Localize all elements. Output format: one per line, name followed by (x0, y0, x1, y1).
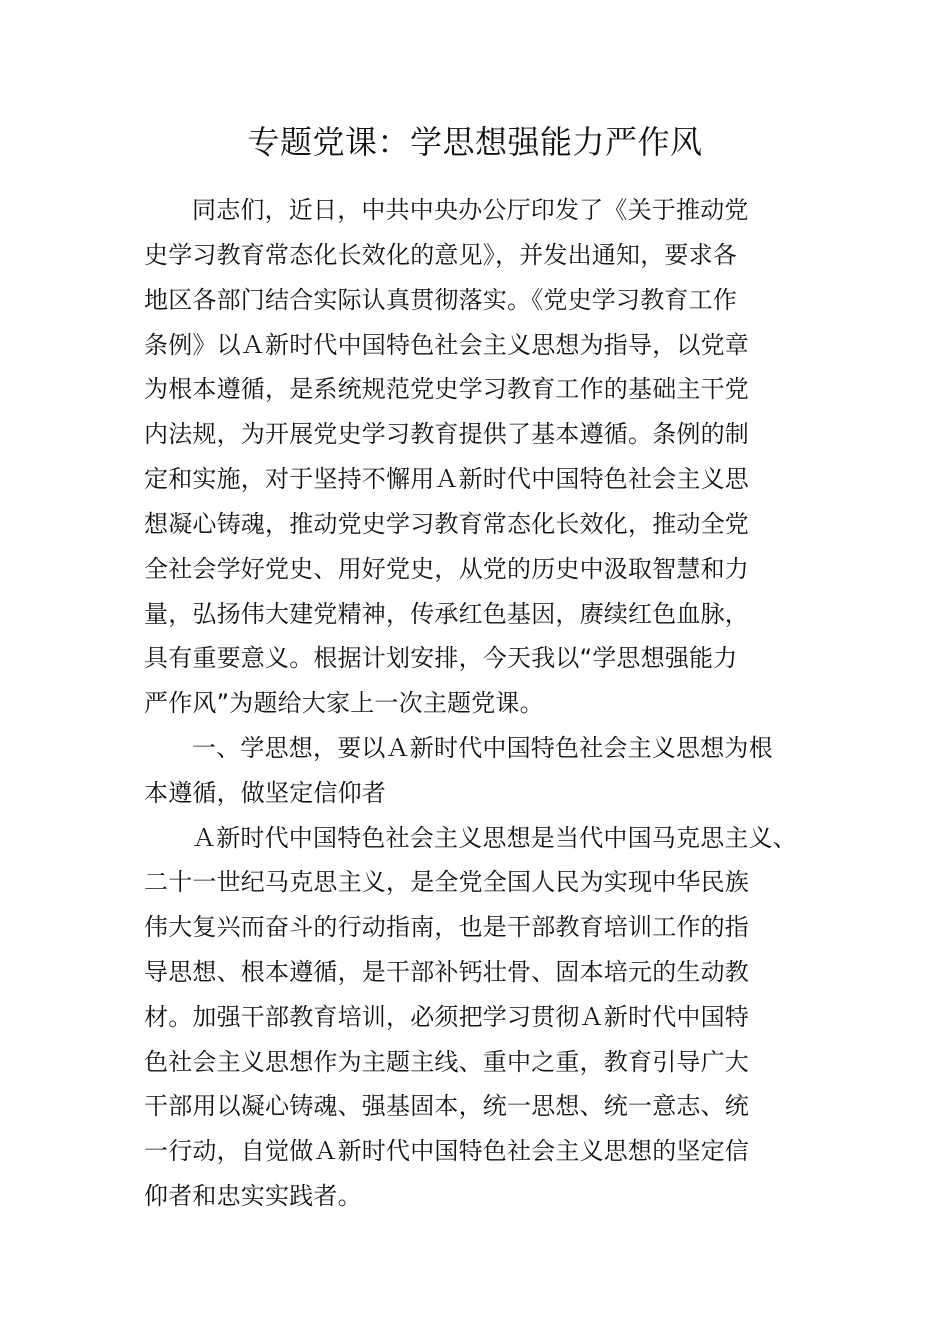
paragraph-line: 干部用以凝心铸魂、强基固本，统一思想、统一意志、统 (144, 1092, 749, 1120)
paragraph-line: 导思想、根本遵循，是干部补钙壮骨、固本培元的生动教 (144, 958, 749, 986)
paragraph-line: 量，弘扬伟大建党精神，传承红色基因，赓续红色血脉， (144, 600, 749, 628)
document-title: 专题党课：学思想强能力严作风 (247, 123, 703, 161)
section-heading-line: 本遵循，做坚定信仰者 (144, 779, 386, 807)
paragraph-line: 地区各部门结合实际认真贯彻落实。《党史学习教育工作 (144, 286, 737, 314)
paragraph-line: 具有重要意义。根据计划安排，今天我以“学思想强能力 (144, 644, 738, 672)
paragraph-line: 想凝心铸魂，推动党史学习教育常态化长效化，推动全党 (144, 510, 749, 538)
paragraph-line: 史学习教育常态化长效化的意见》，并发出通知，要求各 (144, 241, 737, 269)
section-heading-line: 一、学思想，要以Ａ新时代中国特色社会主义思想为根 (192, 734, 773, 762)
paragraph-line: 严作风”为题给大家上一次主题党课。 (144, 689, 544, 717)
paragraph-line: 内法规，为开展党史学习教育提供了基本遵循。条例的制 (144, 420, 749, 448)
paragraph-line: 为根本遵循，是系统规范党史学习教育工作的基础主干党 (144, 375, 749, 403)
paragraph-line: 条例》以Ａ新时代中国特色社会主义思想为指导，以党章 (144, 331, 749, 359)
paragraph-line: Ａ新时代中国特色社会主义思想是当代中国马克思主义、 (192, 824, 797, 852)
paragraph-line: 仰者和忠实实践者。 (144, 1182, 362, 1210)
paragraph-line: 材。加强干部教育培训，必须把学习贯彻Ａ新时代中国特 (144, 1003, 749, 1031)
paragraph-line: 伟大复兴而奋斗的行动指南，也是干部教育培训工作的指 (144, 913, 749, 941)
paragraph-line: 定和实施，对于坚持不懈用Ａ新时代中国特色社会主义思 (144, 465, 749, 493)
paragraph-line: 同志们，近日，中共中央办公厅印发了《关于推动党 (192, 196, 749, 224)
paragraph-line: 二十一世纪马克思主义，是全党全国人民为实现中华民族 (144, 868, 749, 896)
paragraph-line: 全社会学好党史、用好党史，从党的历史中汲取智慧和力 (144, 555, 749, 583)
paragraph-line: 色社会主义思想作为主题主线、重中之重，教育引导广大 (144, 1048, 749, 1076)
paragraph-line: 一行动，自觉做Ａ新时代中国特色社会主义思想的坚定信 (144, 1137, 749, 1165)
